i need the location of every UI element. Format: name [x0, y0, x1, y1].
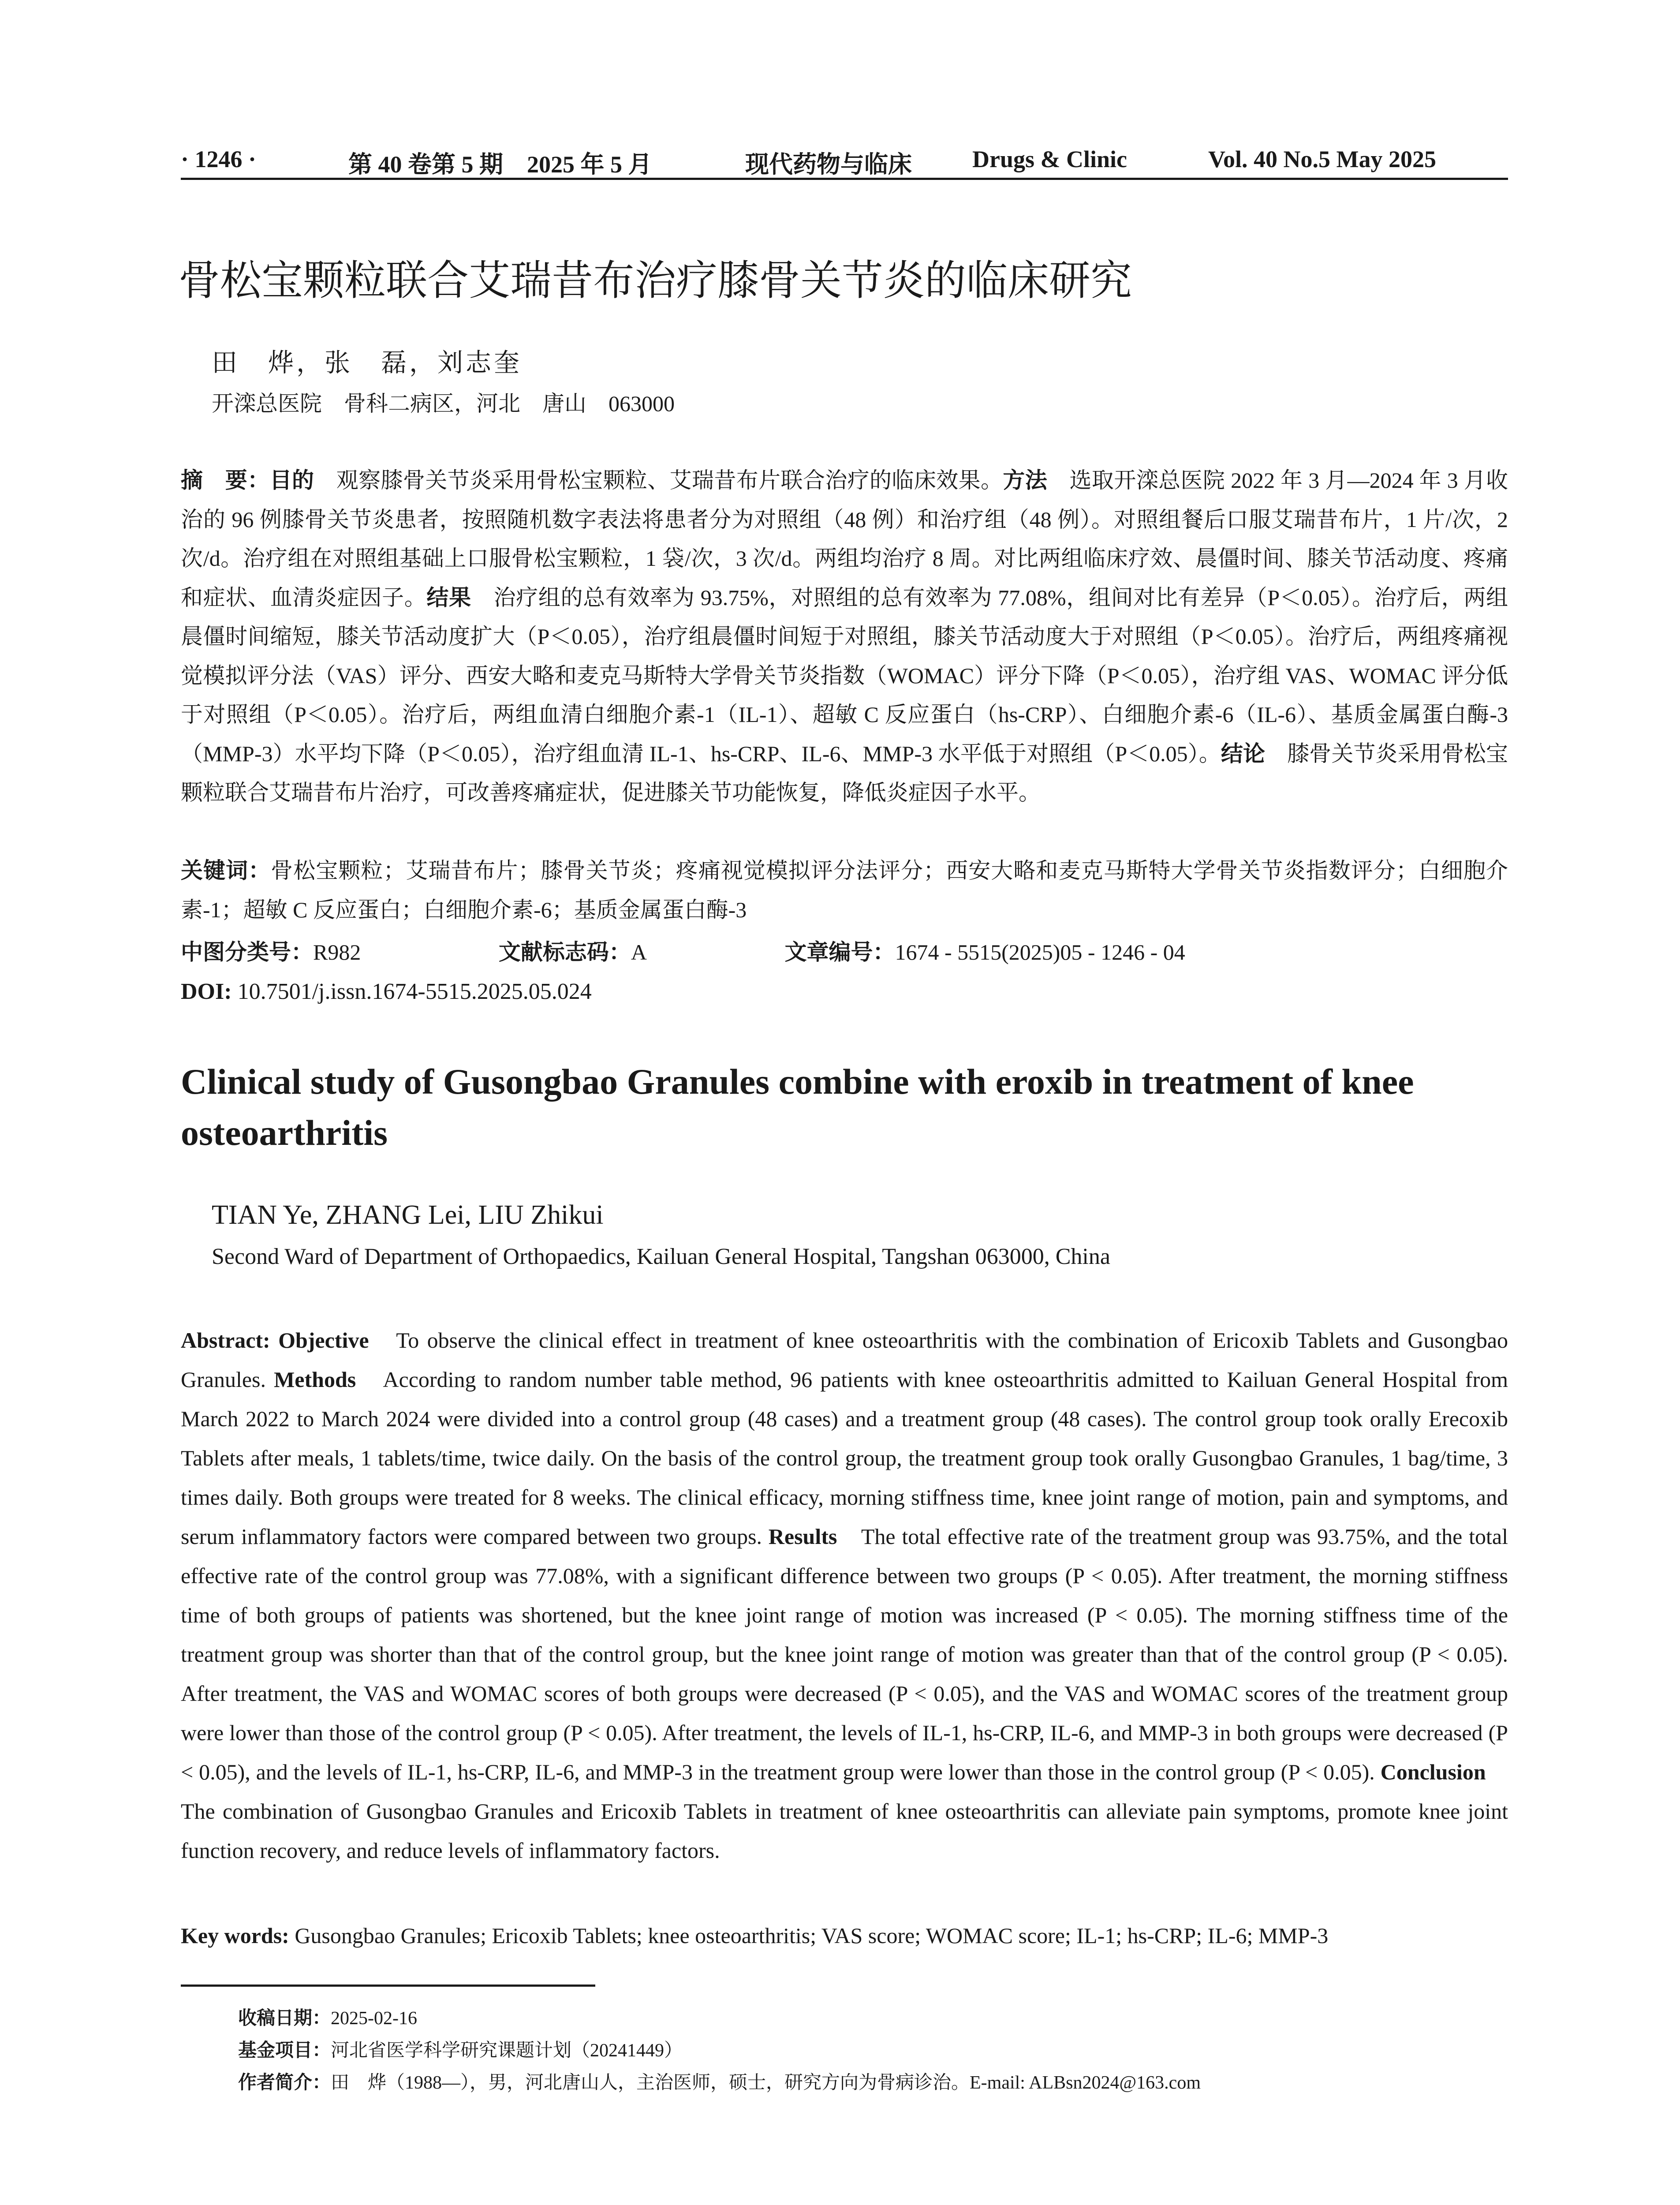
article-number	[784, 940, 1251, 964]
results-label-cn: 结果	[426, 584, 471, 610]
doi-label: DOI:	[181, 979, 232, 1004]
clc-code	[181, 940, 427, 964]
abstract-en-label: Abstract:	[181, 1328, 270, 1353]
article-no-label: 文章编号：	[784, 939, 895, 965]
header-rule	[181, 178, 1508, 180]
issue-en: Vol. 40 No.5 May 2025	[1208, 146, 1437, 172]
keywords-en-label: Key words:	[181, 1923, 289, 1948]
results-cn: 治疗组的总有效率为 93.75%，对照组的总有效率为 77.08%，组间对比有差异（P＜0.05）。治疗后，两组晨僵时间缩短，膝关节活动度扩大（P＜0.05），治疗组晨僵时间短于对照组，膝关节活动度大于对照组（P＜0.05）。治疗后，两组疼痛视觉模拟评分法（VAS）评分、西安大略和麦克马斯特大学骨关节炎指数（WOMAC）评分下降（P＜0.05），治疗组 VAS、WOMAC 评分低于对照组（P＜0.05）。治疗后，两组血清白细胞介素-1（IL-1）、超敏 C 反应蛋白（hs-CRP）、白细胞介素-6（IL-6）、基质金属蛋白酶-3（MMP-3）水平均下降（P＜0.05），治疗组血清 IL-1、hs-CRP、IL-6、MMP-3 水平低于对照组（P＜0.05）。	[181, 585, 1508, 766]
fund-text: 河北省医学科学研究课题计划（20241449）	[331, 2041, 683, 2061]
issue-cn: 第 40 卷第 5 期 2025 年 5 月	[348, 151, 652, 178]
abstract-en	[181, 1321, 1508, 1870]
clc-value: R982	[313, 940, 361, 964]
affiliation-cn: 开滦总医院 骨科二病区，河北 唐山 063000	[212, 391, 675, 416]
page-number: · 1246 ·	[181, 146, 257, 172]
footnote-received	[238, 2002, 1508, 2034]
doc-code-label: 文献标志码：	[498, 939, 631, 965]
methods-label-cn: 方法	[1003, 467, 1048, 493]
keywords-cn-text: 骨松宝颗粒；艾瑞昔布片；膝骨关节炎；疼痛视觉模拟评分法评分；西安大略和麦克马斯特大学骨关节炎指数评分；白细胞介素-1；超敏 C 反应蛋白；白细胞介素-6；基质金属蛋白酶-3	[181, 858, 1508, 922]
footnote-fund	[238, 2034, 1508, 2067]
author-bio-text: 田 烨（1988—），男，河北唐山人，主治医师，硕士，研究方向为骨病诊治。E-mail: ALBsn2024@163.com	[331, 2073, 1201, 2093]
abstract-cn-label: 摘 要：	[181, 467, 270, 493]
journal-name-cn: 现代药物与临床	[745, 151, 912, 178]
keywords-en	[181, 1916, 1508, 1955]
affiliation-en: Second Ward of Department of Orthopaedics, Kailuan General Hospital, Tangshan 063000, China	[212, 1244, 1110, 1269]
fund-label: 基金项目：	[238, 2039, 331, 2061]
conclusion-en: The combination of Gusongbao Granules and Ericoxib Tablets in treatment of knee osteoarthritis can alleviate pain symptoms, promote knee joint function recovery, and reduce levels of inflammatory factors.	[181, 1760, 1508, 1863]
article-no-value: 1674 - 5515(2025)05 - 1246 - 04	[895, 940, 1185, 964]
received-date: 2025-02-16	[331, 2008, 417, 2029]
conclusion-label-cn: 结论	[1221, 740, 1266, 766]
authors-cn: 田 烨，张 磊，刘志奎	[212, 348, 523, 377]
results-en: The total effective rate of the treatment group was 93.75%, and the total effective rate of the control group was 77.08%, with a significant difference between two groups (P < 0.05). After treatment, the morning stiffness time of both groups of patients was shortened, but the knee joint range of motion was increased (P < 0.05). The morning stiffness time of the treatment group was shorter than that of the control group, but the knee joint range of motion was greater than that of the control group (P < 0.05). After treatment, the VAS and WOMAC scores of both groups were decreased (P < 0.05), and the VAS and WOMAC scores of the treatment group were lower than those of the control group (P < 0.05). After treatment, the levels of IL-1, hs-CRP, IL-6, and MMP-3 in both groups were decreased (P < 0.05), and the levels of IL-1, hs-CRP, IL-6, and MMP-3 in the treatment group were lower than those in the control group (P < 0.05).	[181, 1524, 1508, 1784]
journal-name-en: Drugs & Clinic	[972, 146, 1127, 172]
clc-label: 中图分类号：	[181, 939, 313, 965]
doc-code-value: A	[631, 940, 647, 964]
document-code	[499, 940, 713, 964]
doi-value: 10.7501/j.issn.1674-5515.2025.05.024	[231, 979, 592, 1004]
results-label-en: Results	[768, 1524, 837, 1549]
title-en: Clinical study of Gusongbao Granules combine with eroxib in treatment of knee osteoarthritis	[181, 1061, 1414, 1153]
classification-line	[181, 933, 1508, 972]
title-cn: 骨松宝颗粒联合艾瑞昔布治疗膝骨关节炎的临床研究	[179, 257, 1132, 305]
keywords-cn-label: 关键词：	[181, 858, 271, 883]
objective-en: To observe the clinical effect in treatment of knee osteoarthritis with the combination of Ericoxib Tablets and Gusongbao Granules.	[181, 1328, 1508, 1392]
methods-cn: 选取开滦总医院 2022 年 3 月—2024 年 3 月收治的 96 例膝骨关节炎患者，按照随机数字表法将患者分为对照组（48 例）和治疗组（48 例）。对照组餐后口服艾瑞昔布片，1 片/次，2 次/d。治疗组在对照组基础上口服骨松宝颗粒，1 袋/次，3 次/d。两组均治疗 8 周。对比两组临床疗效、晨僵时间、膝关节活动度、疼痛和症状、血清炎症因子。	[181, 468, 1508, 610]
doi-line	[181, 972, 1508, 1011]
conclusion-label-en: Conclusion	[1380, 1760, 1486, 1784]
footnote-rule	[181, 1984, 595, 1987]
conclusion-cn: 膝骨关节炎采用骨松宝颗粒联合艾瑞昔布片治疗，可改善疼痛症状，促进膝关节功能恢复，降低炎症因子水平。	[181, 741, 1508, 805]
running-header	[181, 139, 1508, 179]
methods-en: According to random number table method, 96 patients with knee osteoarthritis admitted to Kailuan General Hospital from March 2022 to March 2024 were divided into a control group (48 cases) and a treatment group (48 cases). The control group took orally Erecoxib Tablets after meals, 1 tablets/time, twice daily. On the basis of the control group, the treatment group took orally Gusongbao Granules, 1 bag/time, 3 times daily. Both groups were treated for 8 weeks. The clinical efficacy, morning stiffness time, knee joint range of motion, pain and symptoms, and serum inflammatory factors were compared between two groups.	[181, 1367, 1508, 1549]
authors-en: TIAN Ye, ZHANG Lei, LIU Zhikui	[212, 1200, 604, 1230]
objective-label-cn: 目的	[269, 467, 314, 493]
keywords-cn	[181, 851, 1508, 929]
footnote-author	[238, 2067, 1508, 2099]
objective-cn: 观察膝骨关节炎采用骨松宝颗粒、艾瑞昔布片联合治疗的临床效果。	[314, 468, 1003, 493]
received-label: 收稿日期：	[238, 2007, 331, 2029]
methods-label-en: Methods	[274, 1367, 356, 1392]
footnotes	[238, 2002, 1508, 2099]
author-bio-label: 作者简介：	[238, 2071, 331, 2093]
keywords-en-text: Gusongbao Granules; Ericoxib Tablets; knee osteoarthritis; VAS score; WOMAC score; IL-1; hs-CRP; IL-6; MMP-3	[289, 1923, 1329, 1948]
objective-label-en: Objective	[270, 1328, 369, 1353]
abstract-cn	[181, 461, 1508, 812]
